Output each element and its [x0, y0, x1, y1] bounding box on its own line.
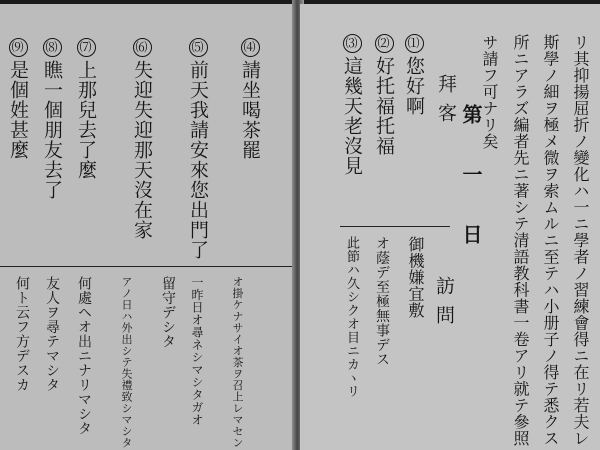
translation-line: オ掛ケナサイオ茶ヲ召上レマセン: [231, 276, 244, 449]
preface-line: 所ニアラズ編者先ニ著シテ清語教科書一卷アリ就テ參照: [511, 34, 530, 447]
dialogue-line-7: [76, 38, 96, 180]
dialogue-text: 失迎失迎那天沒在家: [131, 60, 153, 240]
line-number: ⑷: [241, 38, 260, 57]
translation-line: 何ト云フ方デスカ: [14, 276, 30, 392]
dialogue-text: 上那兒去了麼: [75, 60, 97, 180]
translation-line: 此節ハ久シクオ目ニカヽリ: [344, 236, 359, 398]
dialogue-line-1: [404, 34, 424, 116]
dialogue-line-2: [374, 34, 394, 156]
preface-line: サ請フ可ナリ矣: [480, 34, 499, 150]
dialogue-text: 好托福托福: [373, 56, 395, 156]
section-heading-japanese: 訪問: [433, 276, 455, 334]
dialogue-text: 請坐喝茶罷: [239, 60, 261, 160]
dialogue-line-5: [188, 38, 208, 260]
translation-line: アノ日ハ外出シテ失禮致シマシタ: [120, 276, 133, 449]
line-number: ⑻: [43, 38, 62, 57]
dialogue-line-3: [342, 34, 362, 176]
translation-line: オ蔭デ至極無事デス: [374, 236, 390, 367]
line-number: ⑵: [375, 34, 394, 53]
dialogue-text: 您好啊: [403, 56, 425, 116]
preface-line: 斯學ノ細ヲ極メ微ヲ索ムルニ至テハ小册子ノ得テ悉クス: [541, 34, 560, 447]
translation-line: 一昨日オ尋ネシマシタガオ: [190, 276, 204, 426]
lesson-title: 第一日: [459, 104, 483, 284]
dialogue-line-9: [8, 38, 28, 160]
line-number: ⑺: [77, 38, 96, 57]
right-page: [300, 4, 600, 450]
section-heading-chinese: 拜客: [435, 74, 457, 132]
translation-line: 御機嫌宜敷: [406, 236, 425, 319]
divider-rule: [0, 266, 292, 267]
preface-line: リ其抑揚屈折ノ變化ハ一ニ學者ノ習練會得ニ在リ若夫レ: [571, 34, 590, 447]
translation-line: 友人ヲ尋テマシタ: [44, 276, 60, 392]
line-number: ⑹: [133, 38, 152, 57]
dialogue-line-8: [42, 38, 62, 200]
dialogue-text: 這幾天老沒見: [341, 56, 363, 176]
divider-rule: [340, 226, 450, 227]
line-number: ⑴: [405, 34, 424, 53]
dialogue-text: 瞧一個朋友去了: [41, 60, 63, 200]
translation-line: 留守デシタ: [160, 276, 176, 349]
dialogue-line-6: [132, 38, 152, 240]
dialogue-text: 前天我請安來您出門了: [187, 60, 209, 260]
dialogue-text: 是個姓甚麼: [7, 60, 29, 160]
left-page: [0, 4, 296, 450]
line-number: ⑸: [189, 38, 208, 57]
line-number: ⑶: [343, 34, 362, 53]
dialogue-line-4: [240, 38, 260, 160]
translation-line: 何處ヘオ出ニナリマシタ: [76, 276, 92, 436]
line-number: ⑼: [9, 38, 28, 57]
